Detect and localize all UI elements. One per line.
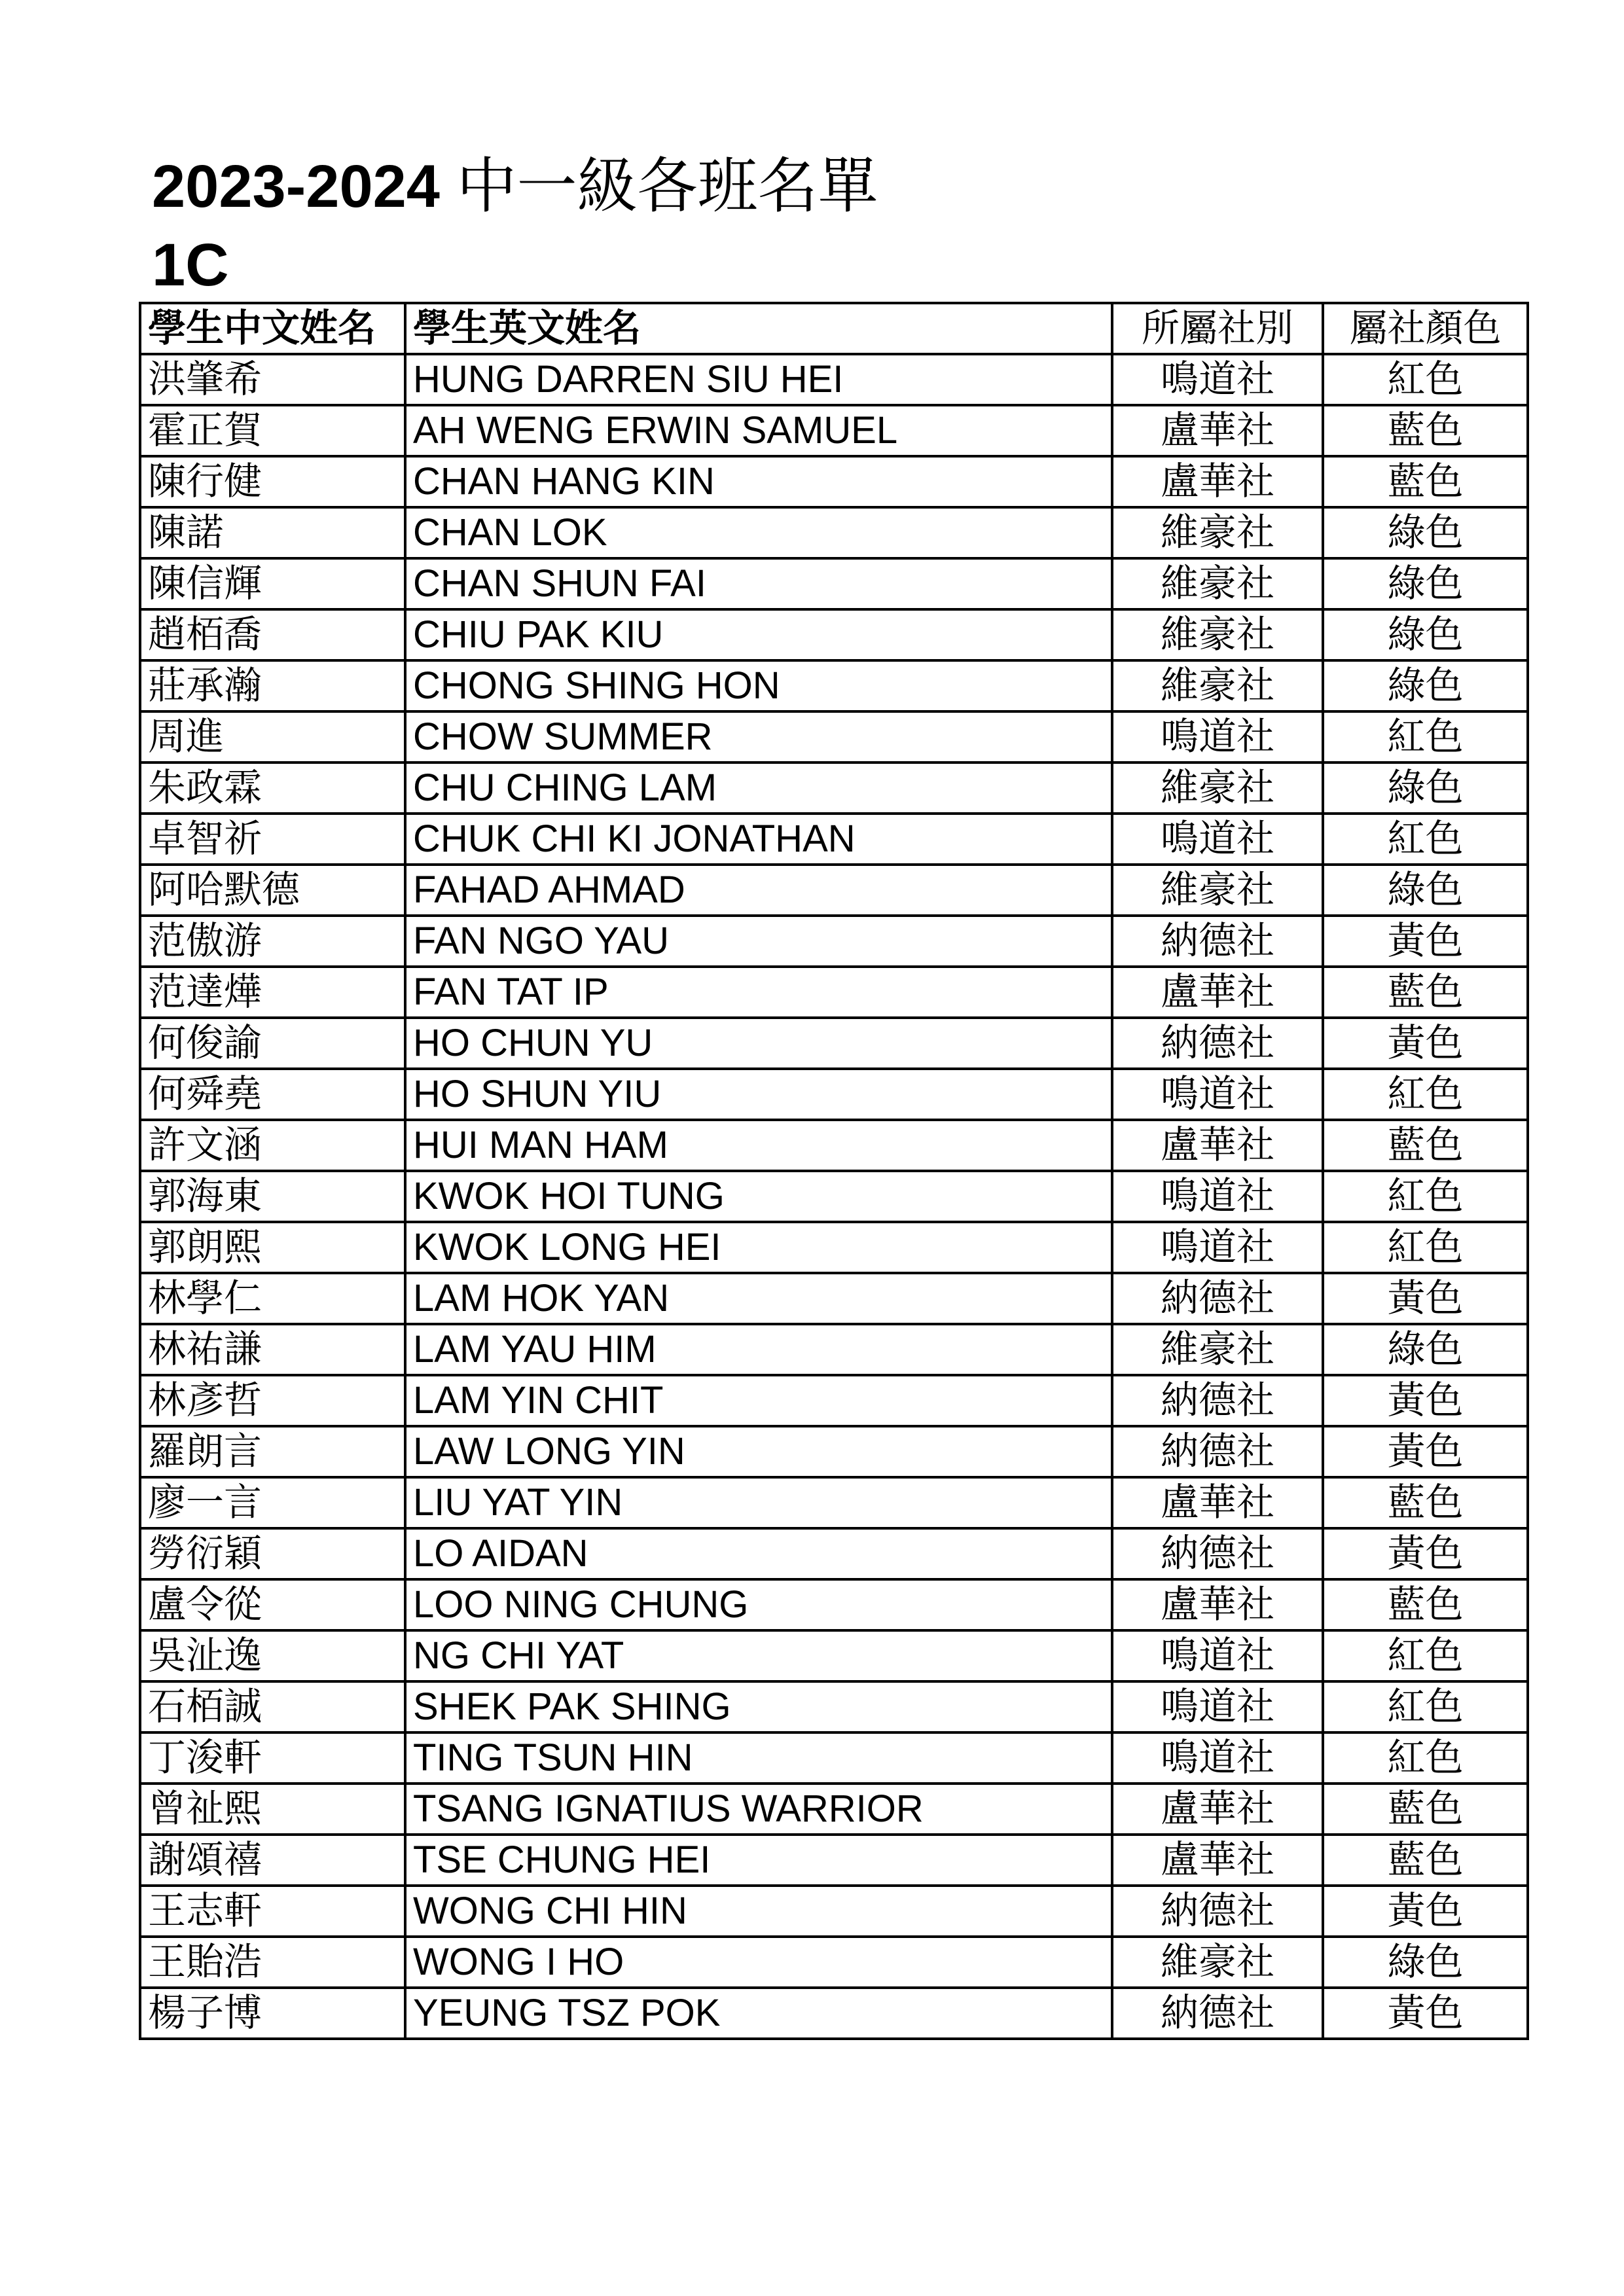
cell-house: 鳴道社 xyxy=(1112,1222,1323,1273)
title-year: 2023-2024 xyxy=(152,153,440,220)
cell-house: 鳴道社 xyxy=(1112,814,1323,865)
table-row xyxy=(140,1630,1528,1681)
header-english-name: 學生英文姓名 xyxy=(405,303,1112,354)
cell-chinese-name: 丁浚軒 xyxy=(140,1732,405,1784)
cell-english-name: LAM YAU HIM xyxy=(405,1324,1112,1375)
cell-chinese-name: 朱政霖 xyxy=(140,762,405,814)
cell-house-color: 藍色 xyxy=(1323,1784,1528,1835)
cell-english-name: LAW LONG YIN xyxy=(405,1426,1112,1477)
cell-house-color: 黃色 xyxy=(1323,1375,1528,1426)
cell-house-color: 黃色 xyxy=(1323,916,1528,967)
table-row xyxy=(140,1579,1528,1630)
cell-english-name: FAN NGO YAU xyxy=(405,916,1112,967)
cell-english-name: LOO NING CHUNG xyxy=(405,1579,1112,1630)
cell-english-name: TING TSUN HIN xyxy=(405,1732,1112,1784)
cell-english-name: HO CHUN YU xyxy=(405,1018,1112,1069)
cell-house-color: 紅色 xyxy=(1323,814,1528,865)
cell-house: 盧華社 xyxy=(1112,1835,1323,1886)
table-row xyxy=(140,711,1528,762)
page-title xyxy=(152,147,878,226)
cell-chinese-name: 周進 xyxy=(140,711,405,762)
cell-chinese-name: 石栢誠 xyxy=(140,1681,405,1732)
cell-english-name: HO SHUN YIU xyxy=(405,1069,1112,1120)
cell-house-color: 綠色 xyxy=(1323,865,1528,916)
cell-english-name: HUNG DARREN SIU HEI xyxy=(405,354,1112,405)
cell-house: 維豪社 xyxy=(1112,865,1323,916)
cell-english-name: FAHAD AHMAD xyxy=(405,865,1112,916)
cell-english-name: CHAN HANG KIN xyxy=(405,456,1112,507)
cell-house: 盧華社 xyxy=(1112,1784,1323,1835)
cell-house-color: 紅色 xyxy=(1323,1732,1528,1784)
table-row xyxy=(140,1988,1528,2039)
cell-english-name: TSE CHUNG HEI xyxy=(405,1835,1112,1886)
cell-english-name: LIU YAT YIN xyxy=(405,1477,1112,1528)
cell-house: 鳴道社 xyxy=(1112,1630,1323,1681)
cell-house: 盧華社 xyxy=(1112,405,1323,456)
table-row xyxy=(140,1018,1528,1069)
cell-house-color: 黃色 xyxy=(1323,1886,1528,1937)
table-row xyxy=(140,1835,1528,1886)
cell-house: 維豪社 xyxy=(1112,507,1323,558)
cell-house: 納德社 xyxy=(1112,1273,1323,1324)
table-row xyxy=(140,1120,1528,1171)
cell-chinese-name: 阿哈默德 xyxy=(140,865,405,916)
table-row xyxy=(140,456,1528,507)
table-row xyxy=(140,865,1528,916)
cell-house: 納德社 xyxy=(1112,916,1323,967)
cell-house-color: 紅色 xyxy=(1323,1069,1528,1120)
cell-english-name: KWOK HOI TUNG xyxy=(405,1171,1112,1222)
cell-house: 鳴道社 xyxy=(1112,711,1323,762)
cell-english-name: CHUK CHI KI JONATHAN xyxy=(405,814,1112,865)
cell-chinese-name: 謝頌禧 xyxy=(140,1835,405,1886)
cell-chinese-name: 郭海東 xyxy=(140,1171,405,1222)
cell-chinese-name: 王貽浩 xyxy=(140,1937,405,1988)
table-row xyxy=(140,1477,1528,1528)
cell-house-color: 藍色 xyxy=(1323,1835,1528,1886)
table-row xyxy=(140,1426,1528,1477)
cell-chinese-name: 卓智祈 xyxy=(140,814,405,865)
class-code: 1C xyxy=(152,232,229,298)
cell-house-color: 綠色 xyxy=(1323,660,1528,711)
cell-house: 納德社 xyxy=(1112,1018,1323,1069)
cell-english-name: LAM HOK YAN xyxy=(405,1273,1112,1324)
cell-chinese-name: 陳行健 xyxy=(140,456,405,507)
cell-house: 盧華社 xyxy=(1112,1120,1323,1171)
cell-english-name: CHIU PAK KIU xyxy=(405,609,1112,660)
cell-house: 盧華社 xyxy=(1112,1477,1323,1528)
cell-house: 維豪社 xyxy=(1112,609,1323,660)
table-row xyxy=(140,609,1528,660)
cell-house: 鳴道社 xyxy=(1112,1171,1323,1222)
table-row xyxy=(140,405,1528,456)
cell-chinese-name: 何舜堯 xyxy=(140,1069,405,1120)
cell-house-color: 黃色 xyxy=(1323,1273,1528,1324)
table-row xyxy=(140,916,1528,967)
cell-house-color: 黃色 xyxy=(1323,1018,1528,1069)
cell-house-color: 藍色 xyxy=(1323,456,1528,507)
cell-house-color: 藍色 xyxy=(1323,1579,1528,1630)
cell-house: 納德社 xyxy=(1112,1988,1323,2039)
cell-chinese-name: 何俊諭 xyxy=(140,1018,405,1069)
cell-house: 納德社 xyxy=(1112,1375,1323,1426)
table-row xyxy=(140,660,1528,711)
cell-house-color: 黃色 xyxy=(1323,1528,1528,1579)
cell-english-name: SHEK PAK SHING xyxy=(405,1681,1112,1732)
cell-house-color: 紅色 xyxy=(1323,711,1528,762)
header-chinese-name: 學生中文姓名 xyxy=(140,303,405,354)
cell-chinese-name: 林學仁 xyxy=(140,1273,405,1324)
cell-english-name: NG CHI YAT xyxy=(405,1630,1112,1681)
cell-chinese-name: 洪肇希 xyxy=(140,354,405,405)
cell-house-color: 綠色 xyxy=(1323,762,1528,814)
table-row xyxy=(140,1273,1528,1324)
cell-house-color: 黃色 xyxy=(1323,1988,1528,2039)
cell-house: 維豪社 xyxy=(1112,1324,1323,1375)
cell-house-color: 藍色 xyxy=(1323,1477,1528,1528)
cell-chinese-name: 范傲游 xyxy=(140,916,405,967)
cell-house-color: 藍色 xyxy=(1323,967,1528,1018)
table-row xyxy=(140,1937,1528,1988)
cell-chinese-name: 曾祉熙 xyxy=(140,1784,405,1835)
cell-chinese-name: 王志軒 xyxy=(140,1886,405,1937)
cell-house: 盧華社 xyxy=(1112,1579,1323,1630)
cell-english-name: CHAN SHUN FAI xyxy=(405,558,1112,609)
cell-house-color: 綠色 xyxy=(1323,558,1528,609)
cell-house: 維豪社 xyxy=(1112,558,1323,609)
cell-english-name: CHONG SHING HON xyxy=(405,660,1112,711)
table-row xyxy=(140,1784,1528,1835)
cell-chinese-name: 廖一言 xyxy=(140,1477,405,1528)
cell-chinese-name: 盧令從 xyxy=(140,1579,405,1630)
cell-house-color: 紅色 xyxy=(1323,354,1528,405)
cell-house: 鳴道社 xyxy=(1112,1732,1323,1784)
cell-house-color: 綠色 xyxy=(1323,507,1528,558)
table-row xyxy=(140,1375,1528,1426)
cell-house-color: 紅色 xyxy=(1323,1222,1528,1273)
table-row xyxy=(140,762,1528,814)
cell-english-name: CHU CHING LAM xyxy=(405,762,1112,814)
cell-english-name: AH WENG ERWIN SAMUEL xyxy=(405,405,1112,456)
cell-english-name: LO AIDAN xyxy=(405,1528,1112,1579)
header-house: 所屬社別 xyxy=(1112,303,1323,354)
cell-house: 鳴道社 xyxy=(1112,1681,1323,1732)
cell-house-color: 紅色 xyxy=(1323,1171,1528,1222)
cell-chinese-name: 陳諾 xyxy=(140,507,405,558)
cell-english-name: CHOW SUMMER xyxy=(405,711,1112,762)
cell-house-color: 綠色 xyxy=(1323,609,1528,660)
cell-house: 納德社 xyxy=(1112,1528,1323,1579)
table-row xyxy=(140,1069,1528,1120)
cell-chinese-name: 楊子博 xyxy=(140,1988,405,2039)
cell-house-color: 藍色 xyxy=(1323,405,1528,456)
cell-english-name: KWOK LONG HEI xyxy=(405,1222,1112,1273)
cell-house: 納德社 xyxy=(1112,1886,1323,1937)
cell-house-color: 黃色 xyxy=(1323,1426,1528,1477)
table-row xyxy=(140,1324,1528,1375)
cell-chinese-name: 林祐謙 xyxy=(140,1324,405,1375)
cell-house-color: 綠色 xyxy=(1323,1937,1528,1988)
cell-english-name: TSANG IGNATIUS WARRIOR xyxy=(405,1784,1112,1835)
table-body xyxy=(140,354,1528,2039)
table-row xyxy=(140,1222,1528,1273)
table-row xyxy=(140,1681,1528,1732)
cell-house-color: 紅色 xyxy=(1323,1681,1528,1732)
cell-chinese-name: 范達燁 xyxy=(140,967,405,1018)
cell-english-name: WONG I HO xyxy=(405,1937,1112,1988)
cell-chinese-name: 勞衍穎 xyxy=(140,1528,405,1579)
cell-house-color: 紅色 xyxy=(1323,1630,1528,1681)
cell-house: 維豪社 xyxy=(1112,762,1323,814)
cell-chinese-name: 郭朗熙 xyxy=(140,1222,405,1273)
table-row xyxy=(140,558,1528,609)
cell-chinese-name: 羅朗言 xyxy=(140,1426,405,1477)
cell-chinese-name: 吳沚逸 xyxy=(140,1630,405,1681)
cell-chinese-name: 林彥哲 xyxy=(140,1375,405,1426)
table-row xyxy=(140,967,1528,1018)
cell-house: 盧華社 xyxy=(1112,456,1323,507)
table-row xyxy=(140,354,1528,405)
table-header-row xyxy=(140,303,1528,354)
cell-chinese-name: 霍正賀 xyxy=(140,405,405,456)
title-text: 中一級各班名單 xyxy=(456,153,878,220)
cell-english-name: FAN TAT IP xyxy=(405,967,1112,1018)
cell-house: 維豪社 xyxy=(1112,1937,1323,1988)
cell-house: 鳴道社 xyxy=(1112,1069,1323,1120)
cell-english-name: HUI MAN HAM xyxy=(405,1120,1112,1171)
cell-house-color: 藍色 xyxy=(1323,1120,1528,1171)
cell-english-name: CHAN LOK xyxy=(405,507,1112,558)
cell-chinese-name: 陳信輝 xyxy=(140,558,405,609)
table-row xyxy=(140,507,1528,558)
cell-english-name: LAM YIN CHIT xyxy=(405,1375,1112,1426)
table-row xyxy=(140,1732,1528,1784)
cell-chinese-name: 趙栢喬 xyxy=(140,609,405,660)
cell-house: 納德社 xyxy=(1112,1426,1323,1477)
cell-house: 盧華社 xyxy=(1112,967,1323,1018)
table-row xyxy=(140,1886,1528,1937)
cell-house: 鳴道社 xyxy=(1112,354,1323,405)
header-house-color: 屬社顏色 xyxy=(1323,303,1528,354)
cell-chinese-name: 莊承瀚 xyxy=(140,660,405,711)
table-row xyxy=(140,1171,1528,1222)
table-row xyxy=(140,1528,1528,1579)
cell-english-name: WONG CHI HIN xyxy=(405,1886,1112,1937)
cell-house-color: 綠色 xyxy=(1323,1324,1528,1375)
cell-english-name: YEUNG TSZ POK xyxy=(405,1988,1112,2039)
table-row xyxy=(140,814,1528,865)
cell-chinese-name: 許文涵 xyxy=(140,1120,405,1171)
cell-house: 維豪社 xyxy=(1112,660,1323,711)
student-roster-table xyxy=(139,302,1529,2040)
